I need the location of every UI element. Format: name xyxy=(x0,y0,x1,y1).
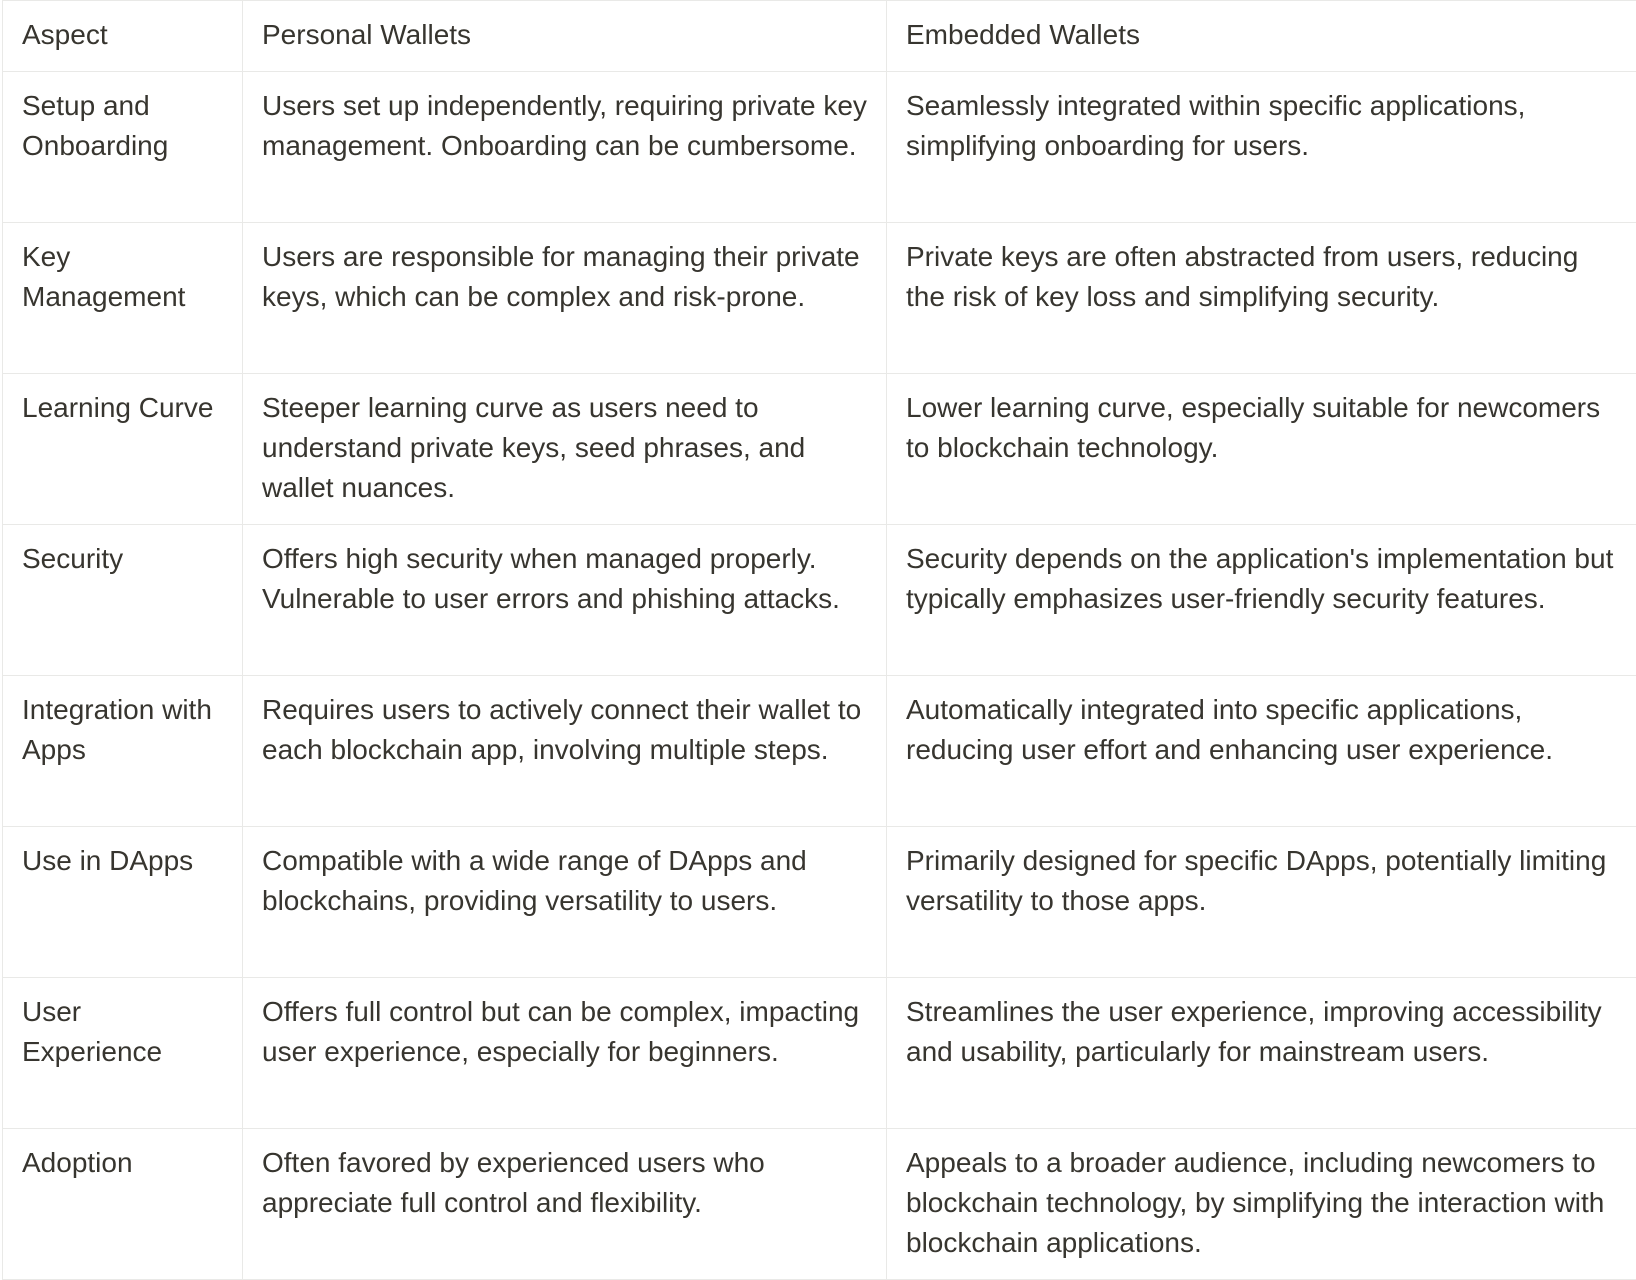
aspect-cell: Use in DApps xyxy=(3,827,243,978)
embedded-wallets-cell: Security depends on the application's implementation but typically emphasizes user-friendly security features. xyxy=(887,525,1636,676)
aspect-cell: Adoption xyxy=(3,1129,243,1280)
table-row xyxy=(3,827,1636,978)
personal-wallets-cell: Compatible with a wide range of DApps and blockchains, providing versatility to users. xyxy=(243,827,887,978)
column-header-aspect: Aspect xyxy=(3,1,243,72)
aspect-cell: Key Management xyxy=(3,223,243,374)
personal-wallets-cell: Steeper learning curve as users need to understand private keys, seed phrases, and wallet nuances. xyxy=(243,374,887,525)
embedded-wallets-cell: Streamlines the user experience, improving accessibility and usability, particularly for mainstream users. xyxy=(887,978,1636,1129)
embedded-wallets-cell: Primarily designed for specific DApps, potentially limiting versatility to those apps. xyxy=(887,827,1636,978)
table-row xyxy=(3,374,1636,525)
aspect-cell: Security xyxy=(3,525,243,676)
table-row xyxy=(3,72,1636,223)
column-header-personal-wallets: Personal Wallets xyxy=(243,1,887,72)
table-row xyxy=(3,525,1636,676)
embedded-wallets-cell: Seamlessly integrated within specific applications, simplifying onboarding for users. xyxy=(887,72,1636,223)
personal-wallets-cell: Requires users to actively connect their wallet to each blockchain app, involving multiple steps. xyxy=(243,676,887,827)
personal-wallets-cell: Users are responsible for managing their private keys, which can be complex and risk-prone. xyxy=(243,223,887,374)
table-row xyxy=(3,676,1636,827)
personal-wallets-cell: Offers high security when managed properly. Vulnerable to user errors and phishing attacks. xyxy=(243,525,887,676)
personal-wallets-cell: Users set up independently, requiring private key management. Onboarding can be cumbersome. xyxy=(243,72,887,223)
embedded-wallets-cell: Appeals to a broader audience, including newcomers to blockchain technology, by simplifying the interaction with blockchain applications. xyxy=(887,1129,1636,1280)
embedded-wallets-cell: Automatically integrated into specific applications, reducing user effort and enhancing user experience. xyxy=(887,676,1636,827)
embedded-wallets-cell: Private keys are often abstracted from users, reducing the risk of key loss and simplifying security. xyxy=(887,223,1636,374)
personal-wallets-cell: Often favored by experienced users who appreciate full control and flexibility. xyxy=(243,1129,887,1280)
personal-wallets-cell: Offers full control but can be complex, impacting user experience, especially for beginners. xyxy=(243,978,887,1129)
aspect-cell: Integration with Apps xyxy=(3,676,243,827)
embedded-wallets-cell: Lower learning curve, especially suitable for newcomers to blockchain technology. xyxy=(887,374,1636,525)
column-header-embedded-wallets: Embedded Wallets xyxy=(887,1,1636,72)
table-row xyxy=(3,1129,1636,1280)
wallet-comparison-table xyxy=(2,0,1636,1280)
table-header-row xyxy=(3,1,1636,72)
comparison-table-container xyxy=(2,0,1636,1280)
aspect-cell: Learning Curve xyxy=(3,374,243,525)
table-row xyxy=(3,223,1636,374)
table-row xyxy=(3,978,1636,1129)
aspect-cell: Setup and Onboarding xyxy=(3,72,243,223)
aspect-cell: User Experience xyxy=(3,978,243,1129)
